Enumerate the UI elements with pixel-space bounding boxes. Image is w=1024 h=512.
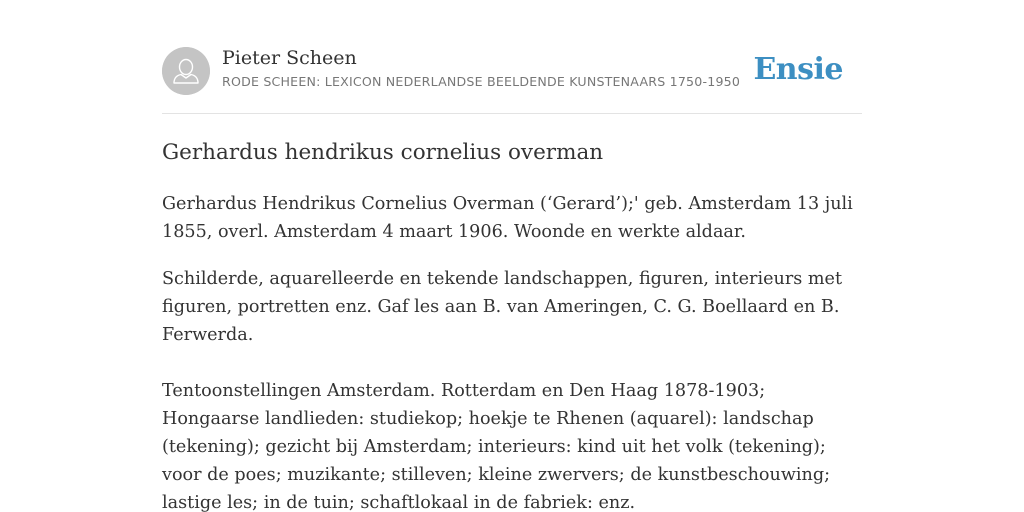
article-paragraph: Gerhardus Hendrikus Cornelius Overman (‘Gerard’);' geb. Amsterdam 13 juli 1855, overl. Amsterdam 4 maart 1906. Woonde en werkte aldaar. <box>162 194 853 242</box>
user-silhouette-icon <box>162 47 210 95</box>
author-header <box>162 46 862 96</box>
author-name[interactable]: Pieter Scheen <box>222 47 357 69</box>
header-divider <box>162 113 862 114</box>
article-paragraph: Tentoonstellingen Amsterdam. Rotterdam en Den Haag 1878-1903; Hongaarse landlieden: studiekop; hoekje te Rhenen (aquarel): landschap (tekening); gezicht bij Amsterdam; interieurs: kind uit het volk (tekening); voor de poes; muzikante; stilleven; kleine zwervers; de kunstbeschouwing; lastige les; in de tuin; schaftlokaal in de fabriek: enz. <box>162 381 831 512</box>
brand-logo[interactable]: Ensie <box>753 52 843 87</box>
author-avatar[interactable] <box>162 47 210 95</box>
article-body <box>162 190 862 512</box>
source-label[interactable]: RODE SCHEEN: LEXICON NEDERLANDSE BEELDENDE KUNSTENAARS 1750-1950 <box>222 74 741 89</box>
article-title: Gerhardus hendrikus cornelius overman <box>162 140 604 165</box>
article-paragraph: Schilderde, aquarelleerde en tekende landschappen, figuren, interieurs met figuren, portretten enz. Gaf les aan B. van Ameringen, C. G. Boellaard en B. Ferwerda. <box>162 269 843 345</box>
